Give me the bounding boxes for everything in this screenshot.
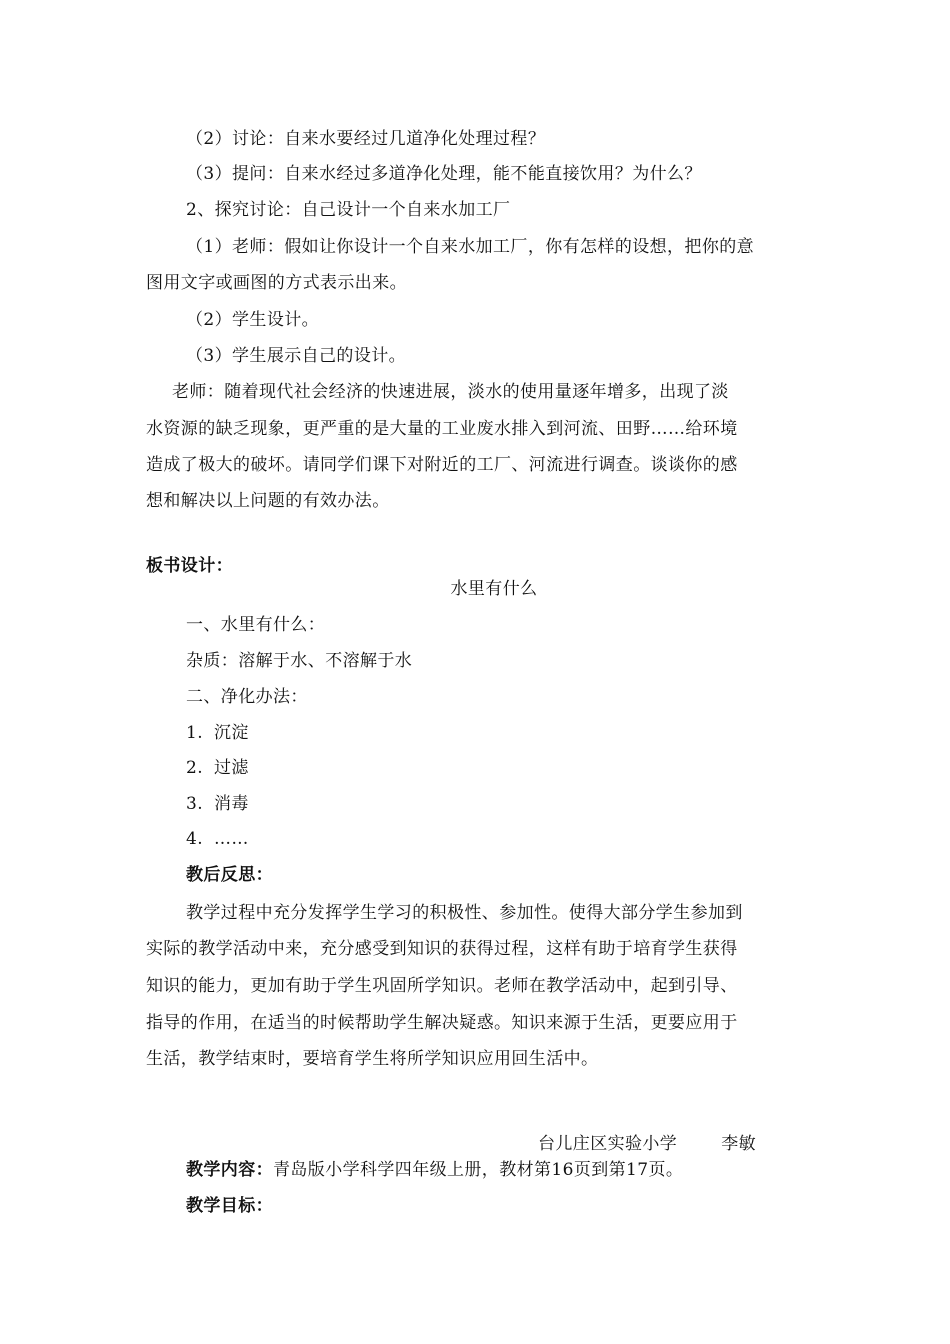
method-text: 沉淀 [214,723,249,743]
teacher-summary-line2: 水资源的缺乏现象，更严重的是大量的工业废水排入到河流、田野……给环境 [146,419,738,439]
reflection-line2: 实际的教学活动中来，充分感受到知识的获得过程，这样有助于培育学生获得 [146,939,738,959]
step-explore: 2、探究讨论：自己设计一个自来水加工厂 [186,200,511,220]
reflection-line1: 教学过程中充分发挥学生学习的积极性、参加性。使得大部分学生参加到 [186,903,743,923]
board-title: 水里有什么 [450,579,538,599]
method-number: 4. [186,829,204,849]
method-number: 3. [186,794,204,814]
step-student-show: （3）学生展示自己的设计。 [186,346,407,366]
board-design-heading: 板书设计： [146,556,233,576]
reflection-line3: 知识的能力，更加有助于学生巩固所学知识。老师在教学活动中，起到引导、 [146,976,738,996]
method-item [186,757,249,779]
board-item-methods: 二、净化办法： [186,687,308,707]
step-discussion: （2）讨论：自来水要经过几道净化处理过程？ [186,129,546,149]
reflection-line4: 指导的作用，在适当的时候帮助学生解决疑惑。知识来源于生活，更要应用于 [146,1013,738,1033]
step-student-design: （2）学生设计。 [186,310,320,330]
board-item-impurities: 杂质：溶解于水、不溶解于水 [186,651,413,671]
method-item [186,722,249,744]
school-name: 台儿庄区实验小学 [538,1134,678,1154]
author-name: 李敏 [721,1134,757,1154]
board-item-what: 一、水里有什么： [186,615,326,635]
teaching-content-text: 青岛版小学科学四年级上册，教材第16页到第17页。 [273,1160,684,1180]
method-number: 2. [186,758,204,778]
teacher-summary-line3: 造成了极大的破坏。请同学们课下对附近的工厂、河流进行调查。谈谈你的感 [146,455,738,475]
author-byline [538,1133,756,1155]
method-item [186,828,249,850]
teaching-content-label: 教学内容： [186,1160,273,1180]
method-text: …… [214,829,249,849]
method-text: 消毒 [214,794,249,814]
reflection-heading: 教后反思： [186,865,273,885]
teaching-content [186,1159,683,1181]
teaching-goals-label: 教学目标： [186,1196,273,1216]
teacher-summary-line4: 想和解决以上问题的有效办法。 [146,491,390,511]
step-teacher-design-cont: 图用文字或画图的方式表示出来。 [146,273,407,293]
step-question: （3）提问：自来水经过多道净化处理，能不能直接饮用？为什么？ [186,164,702,184]
teacher-summary-line1: 老师：随着现代社会经济的快速进展，淡水的使用量逐年增多，出现了淡 [172,382,729,402]
method-item [186,793,249,815]
step-teacher-design: （1）老师：假如让你设计一个自来水加工厂，你有怎样的设想，把你的意 [186,237,755,257]
method-number: 1. [186,723,204,743]
reflection-line5: 生活，教学结束时，要培育学生将所学知识应用回生活中。 [146,1049,599,1069]
method-text: 过滤 [214,758,249,778]
